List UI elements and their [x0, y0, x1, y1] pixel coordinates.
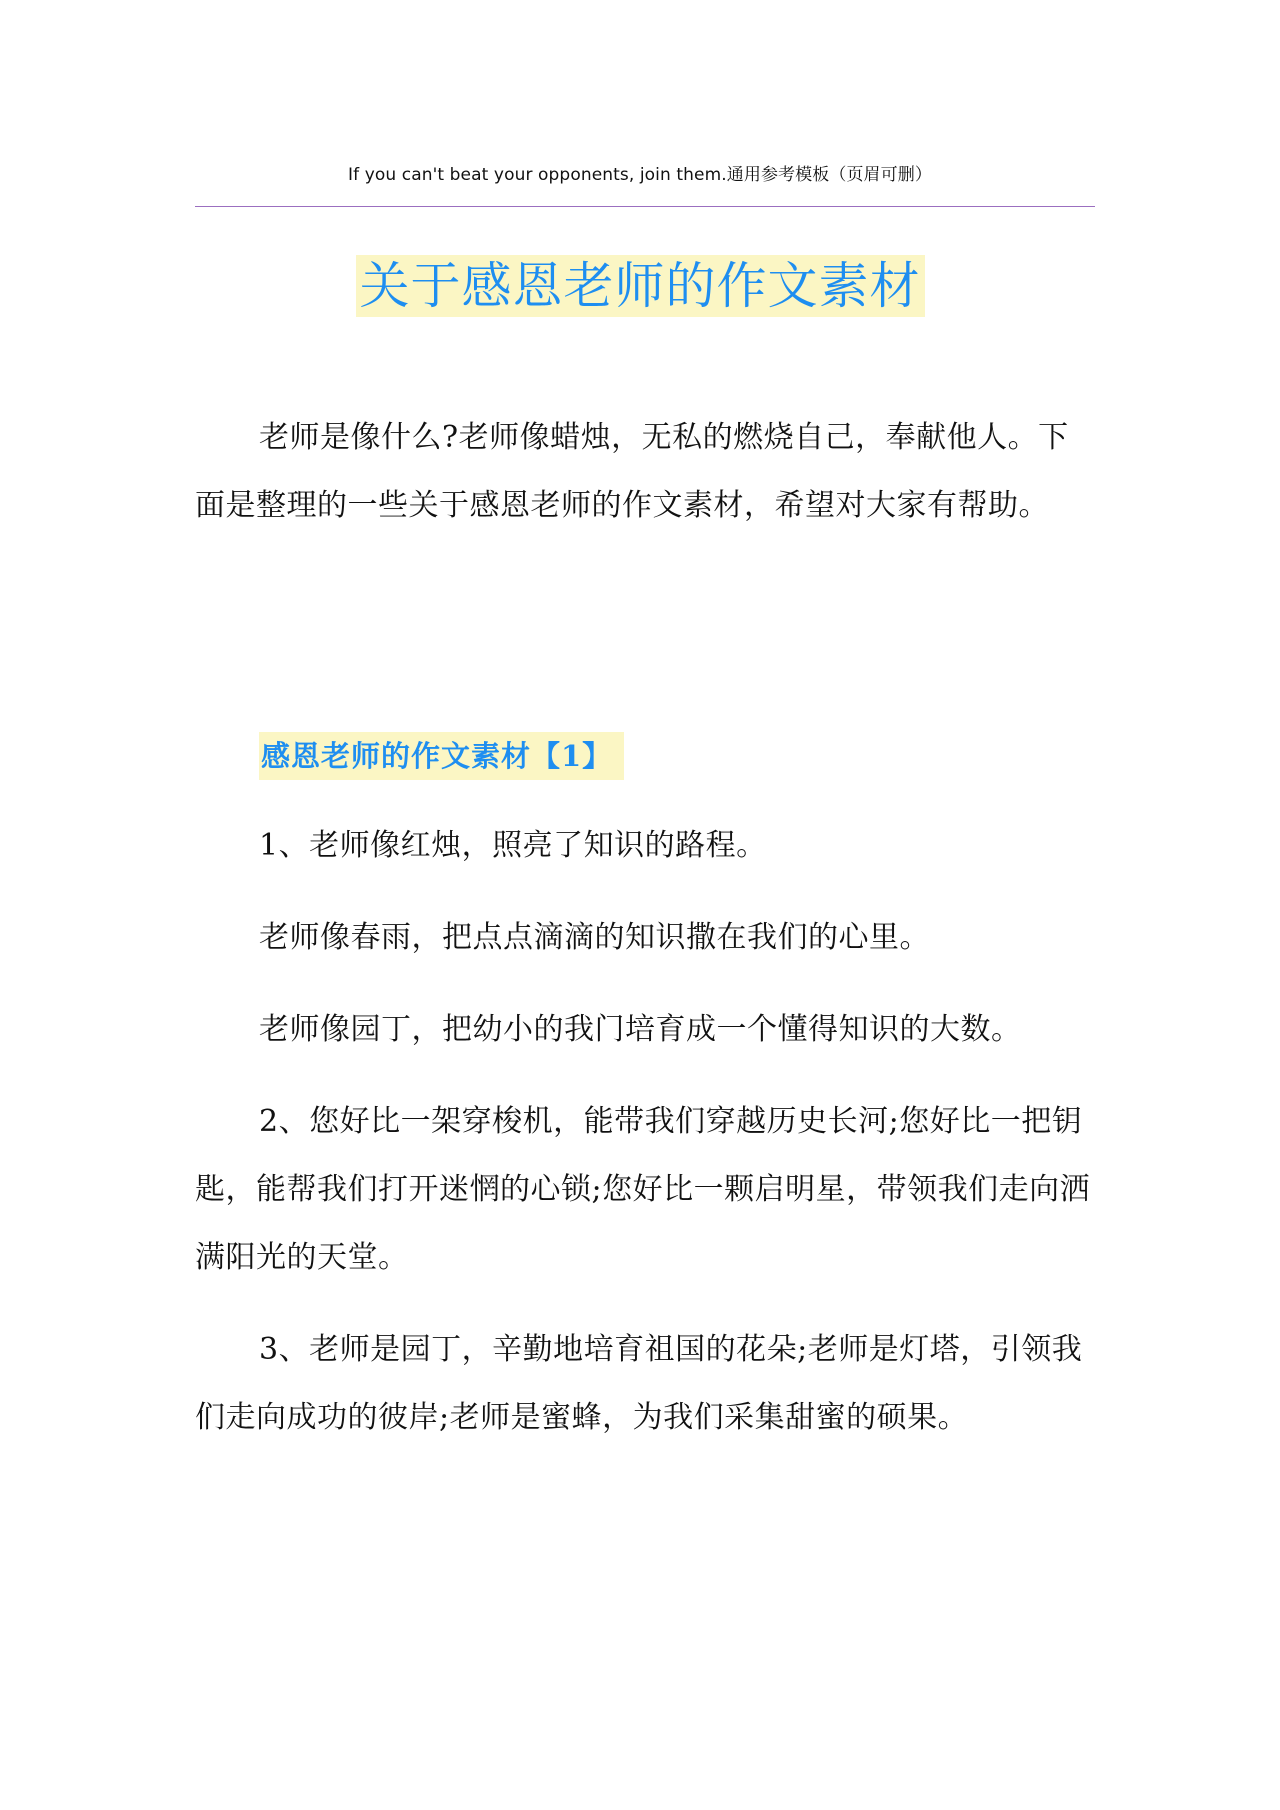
title-container: [0, 255, 1280, 317]
page-header-text: If you can't beat your opponents, join them.通用参考模板（页眉可删）: [348, 165, 932, 185]
paragraph: 2、您好比一架穿梭机，能带我们穿越历史长河;您好比一把钥匙，能帮我们打开迷惘的心锁;您好比一颗启明星，带领我们走向洒满阳光的天堂。: [195, 1104, 1091, 1275]
paragraph: 1、老师像红烛，照亮了知识的路程。: [259, 828, 767, 863]
paragraph: 老师像园丁，把幼小的我门培育成一个懂得知识的大数。: [259, 1012, 1022, 1047]
intro-paragraph: 老师是像什么?老师像蜡烛，无私的燃烧自己，奉献他人。下面是整理的一些关于感恩老师的作文素材，希望对大家有帮助。: [195, 420, 1069, 523]
header-divider: [195, 206, 1095, 207]
paragraph: 老师像春雨，把点点滴滴的知识撒在我们的心里。: [259, 920, 930, 955]
section-heading: 感恩老师的作文素材【1】: [259, 732, 624, 780]
paragraph: 3、老师是园丁，辛勤地培育祖国的花朵;老师是灯塔，引领我们走向成功的彼岸;老师是蜜蜂，为我们采集甜蜜的硕果。: [195, 1332, 1083, 1435]
document-title: 关于感恩老师的作文素材: [356, 255, 925, 317]
